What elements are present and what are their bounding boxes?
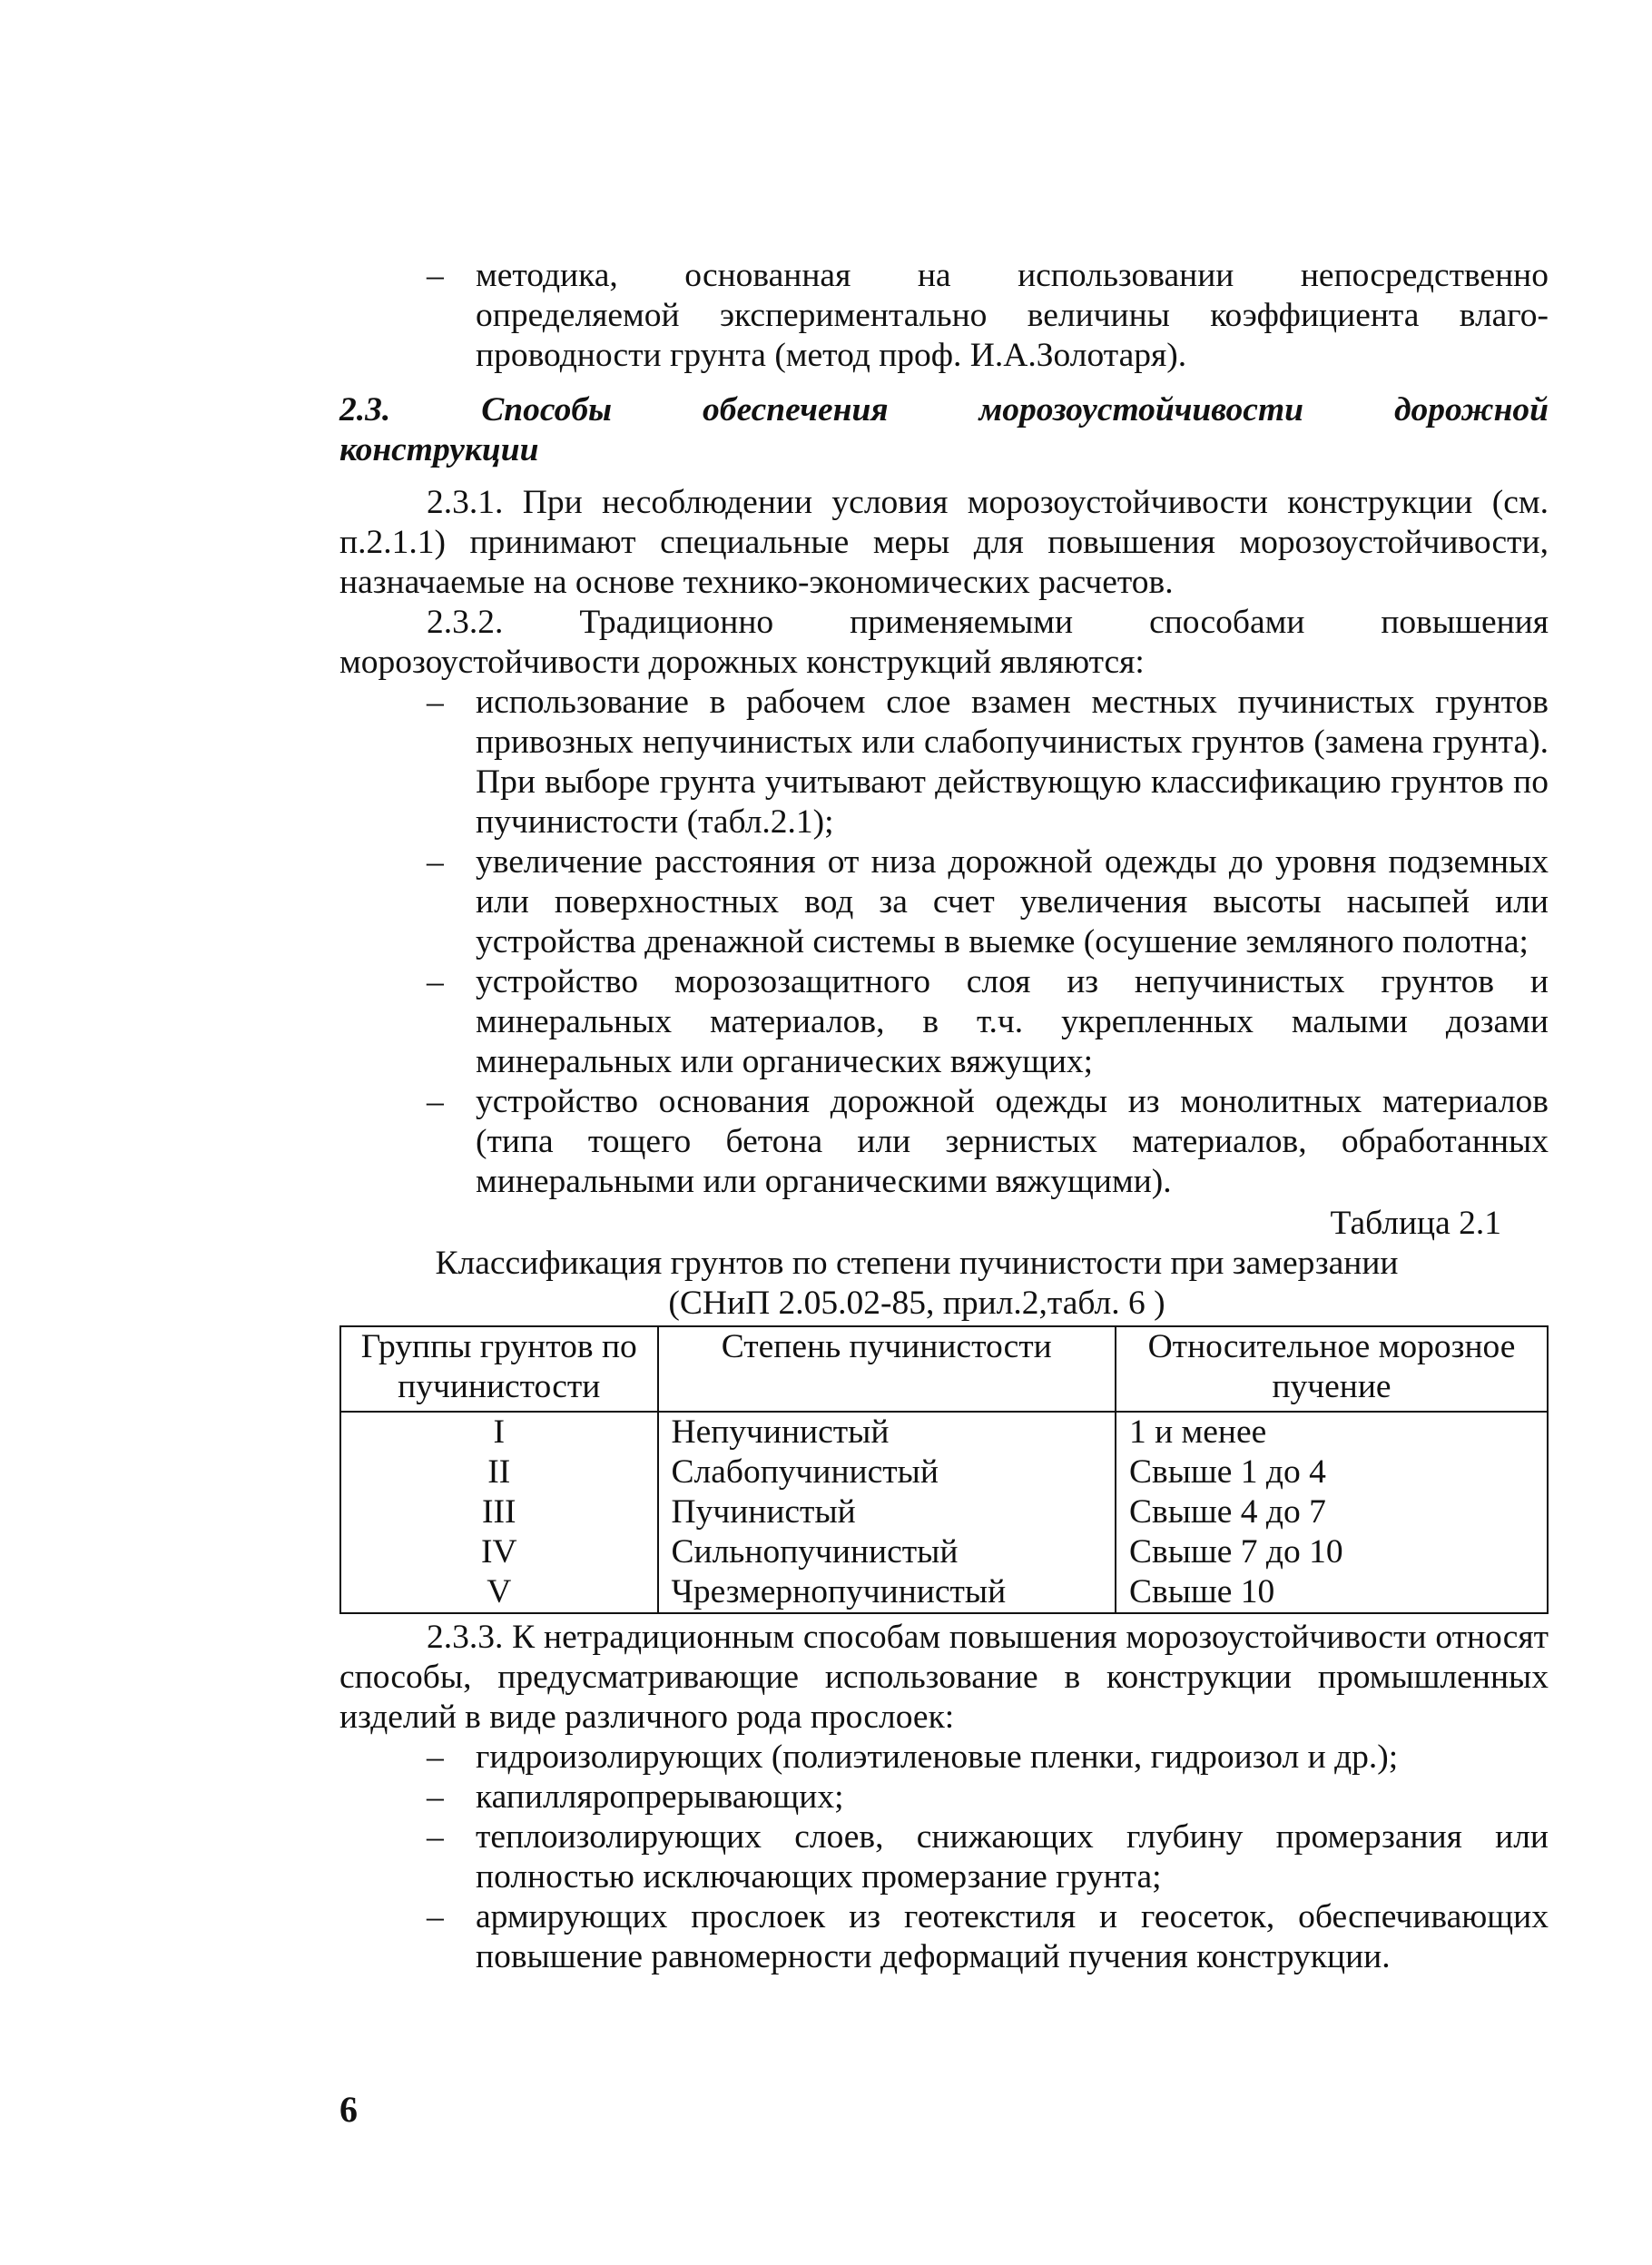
paragraph-2-3-3: 2.3.3. К нетрадиционным способам повышения морозоустойчивости относят способы, предусматривающие использование в конструкции промышленных изделий в виде различного рода прослоек: <box>339 1619 1549 1736</box>
table-header-row <box>340 1326 1548 1412</box>
header-soil-group: Группы грунтов по пучинистости <box>340 1326 658 1412</box>
table-title-line-1: Классификация грунтов по степени пучинистости при замерзании <box>435 1245 1399 1282</box>
list-item-text: гидроизолирующих (полиэтиленовые пленки, гидроизол и др.); <box>476 1738 1399 1776</box>
dash-marker: – <box>427 257 444 294</box>
list-item-text: устройство морозозащитного слоя из непучинистых грунтов и минеральных материалов, в т.ч. укрепленных малыми дозами минеральных или органических вяжущих; <box>476 963 1549 1080</box>
section-heading <box>339 390 1549 470</box>
cell-group: III <box>340 1492 658 1532</box>
cell-group: I <box>340 1412 658 1453</box>
cell-degree: Слабопучинистый <box>658 1453 1116 1492</box>
cell-group: V <box>340 1572 658 1613</box>
cell-degree: Пучинистый <box>658 1492 1116 1532</box>
intro-line-1: методика, основанная на использовании непосредственно <box>476 257 1549 294</box>
table-row <box>340 1492 1548 1532</box>
cell-degree: Сильнопучинистый <box>658 1532 1116 1572</box>
list-item <box>339 842 1549 962</box>
list-item <box>339 1778 1549 1817</box>
dash-marker: – <box>427 1818 444 1856</box>
dash-marker: – <box>427 1738 444 1776</box>
list-item <box>339 1897 1549 1977</box>
frost-heave-table <box>339 1325 1549 1614</box>
table-title-line-2: (СНиП 2.05.02-85, прил.2,табл. 6 ) <box>668 1285 1165 1322</box>
cell-relative-heave: 1 и менее <box>1116 1412 1548 1453</box>
list-item-text: капилляропрерывающих; <box>476 1778 844 1816</box>
section-heading-line-1: 2.3. Способы обеспечения морозоустойчивости дорожной <box>339 391 1549 428</box>
dash-marker: – <box>427 1898 444 1935</box>
list-item-text: теплоизолирующих слоев, снижающих глубину промерзания или полностью исключающих промерзание грунта; <box>476 1818 1549 1896</box>
dash-marker: – <box>427 684 444 721</box>
list-item <box>339 683 1549 842</box>
dash-marker: – <box>427 963 444 1000</box>
cell-relative-heave: Свыше 10 <box>1116 1572 1548 1613</box>
list-item <box>339 256 1549 376</box>
list-item <box>339 962 1549 1082</box>
intro-line-2: определяемой экспериментально величины коэффициента влаго- <box>476 297 1549 334</box>
cell-group: IV <box>340 1532 658 1572</box>
cell-degree: Непучинистый <box>658 1412 1116 1453</box>
table-row <box>340 1532 1548 1572</box>
section-heading-line-2: конструкции <box>339 431 539 468</box>
dash-marker: – <box>427 1083 444 1120</box>
cell-group: II <box>340 1453 658 1492</box>
page-content <box>339 256 1549 1977</box>
list-item <box>339 1817 1549 1897</box>
list-item-text: увеличение расстояния от низа дорожной одежды до уровня подземных или поверхностных вод за счет увеличения высоты насыпей или устройства дренажной системы в выемке (осушение земляного полотна; <box>476 843 1549 960</box>
table-row <box>340 1412 1548 1453</box>
cell-degree: Чрезмернопучинистый <box>658 1572 1116 1613</box>
table-row <box>340 1453 1548 1492</box>
nontraditional-methods-list <box>339 1738 1549 1977</box>
intro-list <box>339 256 1549 376</box>
paragraph-2-3-1: 2.3.1. При несоблюдении условия морозоустойчивости конструкции (см. п.2.1.1) принимают специальные меры для повышения морозоустойчивости, назначаемые на основе технико-экономических расчетов. <box>339 484 1549 601</box>
header-heave-degree: Степень пучинистости <box>658 1326 1116 1412</box>
table-row <box>340 1572 1548 1613</box>
page-number: 6 <box>339 2089 358 2130</box>
header-relative-heave: Относительное морозное пучение <box>1116 1326 1548 1412</box>
cell-relative-heave: Свыше 4 до 7 <box>1116 1492 1548 1532</box>
table-label: Таблица 2.1 <box>1330 1205 1501 1242</box>
dash-marker: – <box>427 843 444 881</box>
cell-relative-heave: Свыше 1 до 4 <box>1116 1453 1548 1492</box>
list-item <box>339 1082 1549 1202</box>
traditional-methods-list <box>339 683 1549 1202</box>
list-item-text: устройство основания дорожной одежды из монолитных материалов (типа тощего бетона или зернистых материалов, обработанных минеральными или органическими вяжущими). <box>476 1083 1549 1200</box>
cell-relative-heave: Свыше 7 до 10 <box>1116 1532 1548 1572</box>
paragraph-2-3-2: 2.3.2. Традиционно применяемыми способами повышения морозоустойчивости дорожных конструкций являются: <box>339 604 1549 681</box>
list-item <box>339 1738 1549 1778</box>
list-item-text: использование в рабочем слое взамен местных пучинистых грунтов привозных непучинистых или слабопучинистых грунтов (замена грунта). При выборе грунта учитывают действующую классификацию грунтов по пучинистости (табл.2.1); <box>476 684 1549 841</box>
dash-marker: – <box>427 1778 444 1816</box>
intro-line-3: проводности грунта (метод проф. И.А.Золотаря). <box>476 337 1187 374</box>
list-item-text: армирующих прослоек из геотекстиля и геосеток, обеспечивающих повышение равномерности деформаций пучения конструкции. <box>476 1898 1549 1975</box>
